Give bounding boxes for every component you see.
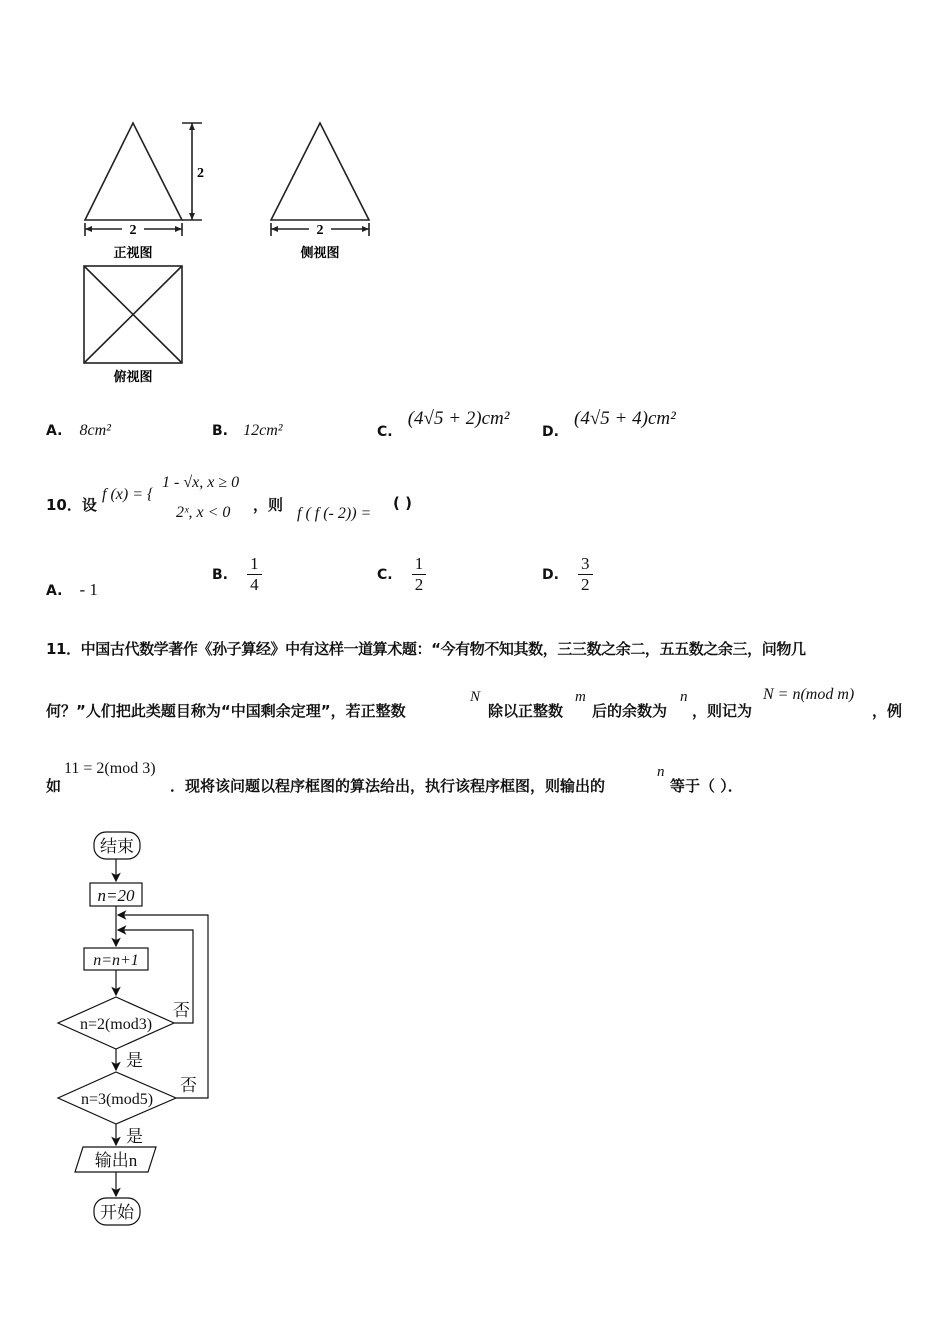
- q11-var-m: m: [575, 689, 586, 705]
- q10-answer-paren: ( ): [393, 494, 412, 512]
- three-view-diagram: [70, 115, 400, 390]
- q11-line-2c: 后的余数为: [592, 702, 668, 720]
- q11-congruence: N = n(mod m): [763, 686, 855, 703]
- option-letter: A.: [46, 583, 63, 599]
- q11-line-3c: 等于（ ）．: [670, 777, 743, 795]
- q10-case2: 2ˣ, x < 0: [176, 504, 231, 521]
- option-letter: A.: [46, 423, 63, 439]
- q11-line-2e: ，例: [872, 702, 903, 720]
- q9-option-c[interactable]: [377, 408, 510, 440]
- option-fraction: [578, 554, 593, 595]
- q10-number: 10．设: [46, 496, 97, 514]
- side-width-label: 2: [316, 223, 324, 238]
- option-fraction: [247, 554, 262, 595]
- flow-end-label: 开始: [100, 1203, 134, 1222]
- option-letter: C.: [377, 567, 393, 583]
- option-letter: B.: [212, 567, 228, 583]
- fraction-numerator: 1: [412, 554, 427, 575]
- q9-option-d[interactable]: [542, 408, 676, 440]
- q11-line-2d: ，则记为: [692, 702, 753, 720]
- flow-start-label: 结束: [100, 837, 134, 856]
- option-letter: B.: [212, 423, 228, 439]
- q11-var-n-2: n: [657, 764, 665, 780]
- flow-no-label-2: 否: [180, 1076, 197, 1095]
- q11-line-3b: ．现将该问题以程序框图的算法给出，执行该程序框图，则输出的: [170, 777, 606, 795]
- flow-init-label: n=20: [97, 886, 135, 905]
- fraction-numerator: 1: [247, 554, 262, 575]
- q11-example: 11 = 2(mod 3): [64, 760, 156, 777]
- option-value: (4√5 + 4)cm²: [574, 408, 676, 429]
- option-value: 12cm²: [243, 422, 283, 439]
- fraction-denominator: 2: [581, 575, 590, 594]
- flow-output-label: 输出n: [94, 1151, 138, 1170]
- flow-increment-label: n=n+1: [93, 952, 139, 969]
- fraction-denominator: 4: [250, 575, 259, 594]
- q10-option-a[interactable]: [46, 580, 98, 600]
- fraction-numerator: 3: [578, 554, 593, 575]
- front-view-triangle: [85, 123, 182, 220]
- q10-option-d[interactable]: [542, 554, 593, 595]
- fraction-denominator: 2: [414, 575, 424, 594]
- flowchart: [50, 825, 230, 1230]
- flow-condition-2-label: n=3(mod5): [80, 1091, 154, 1108]
- flow-yes-label-1: 是: [126, 1051, 143, 1070]
- front-view-caption: 正视图: [113, 245, 153, 260]
- q11-line-1: 11．中国古代数学著作《孙子算经》中有这样一道算术题：“今有物不知其数，三三数之余二，五五数之余三，问物几: [46, 640, 806, 658]
- flow-condition-1-label: n=2(mod3): [79, 1016, 153, 1033]
- q11-var-n: n: [680, 689, 688, 705]
- q10-expression: f ( f (- 2)) =: [297, 505, 372, 522]
- q9-option-a[interactable]: [46, 420, 111, 440]
- option-letter: C.: [377, 424, 393, 440]
- q10-then: ，则: [253, 496, 284, 514]
- side-view-triangle: [271, 123, 369, 220]
- option-letter: D.: [542, 567, 559, 583]
- flow-yes-label-2: 是: [126, 1127, 143, 1146]
- q9-option-b[interactable]: [212, 420, 283, 440]
- q10-option-b[interactable]: [212, 554, 262, 595]
- option-value: - 1: [79, 580, 98, 599]
- q11-var-N: N: [470, 689, 481, 705]
- option-value: (4√5 + 2)cm²: [407, 408, 510, 429]
- side-view-caption: 侧视图: [300, 245, 340, 260]
- q10-case1: 1 - √x, x ≥ 0: [162, 474, 240, 491]
- flow-no-label-1: 否: [173, 1001, 190, 1020]
- front-height-label: 2: [197, 166, 204, 181]
- option-letter: D.: [542, 424, 559, 440]
- q11-line-3a: 如: [46, 777, 62, 795]
- option-value: 8cm²: [79, 422, 111, 439]
- option-fraction: [412, 554, 427, 595]
- q10-option-c[interactable]: [377, 554, 426, 595]
- q11-line-2a: 何？”人们把此类题目称为“中国剩余定理”，若正整数: [46, 702, 406, 720]
- q10-function: f (x) = {: [102, 486, 154, 503]
- front-width-label: 2: [129, 223, 137, 238]
- top-view-caption: 俯视图: [113, 369, 153, 384]
- q11-line-2b: 除以正整数: [488, 702, 564, 720]
